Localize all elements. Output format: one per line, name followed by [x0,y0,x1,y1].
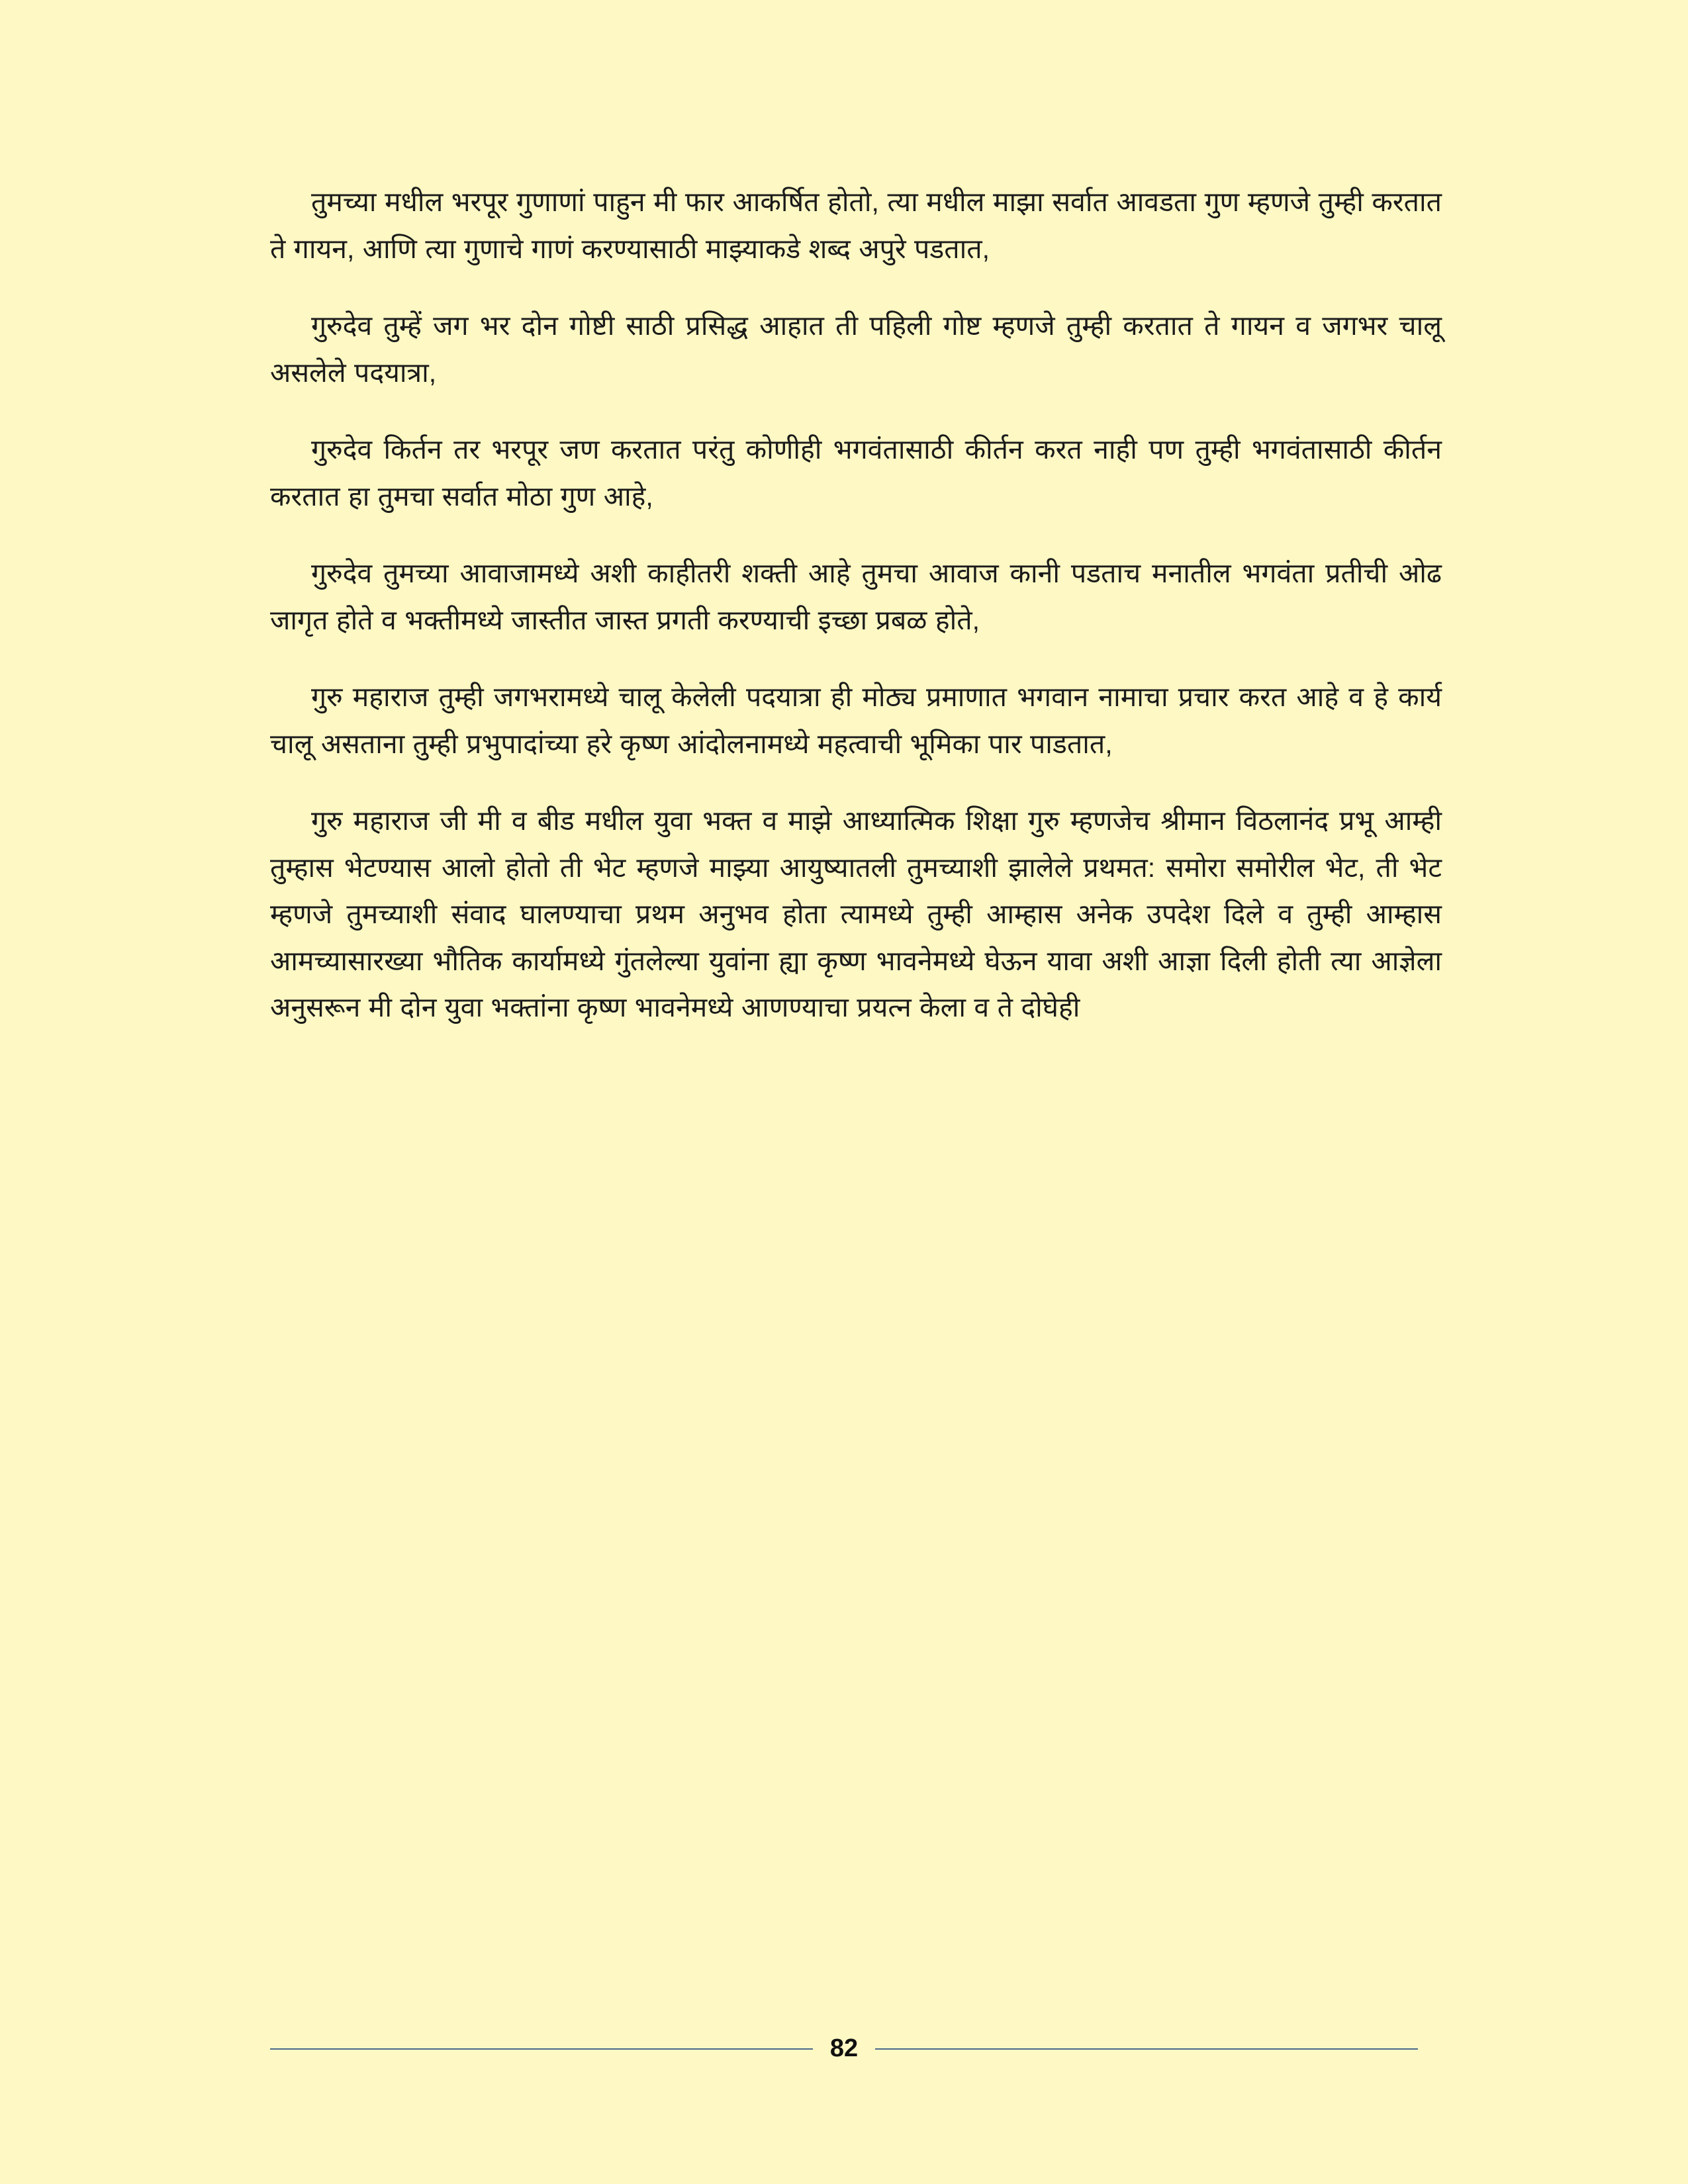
footer-rule-right [835,2048,1418,2050]
page-body [270,179,1442,1031]
paragraph-3: गुरुदेव किर्तन तर भरपूर जण करतात परंतु कोणीही भगवंतासाठी कीर्तन करत नाही पण तुम्ही भगवंतासाठी कीर्तन करतात हा तुमचा सर्वात मोठा गुण आहे, [270,434,1442,512]
page-number: 82 [813,2034,875,2063]
paragraph-6: गुरु महाराज जी मी व बीड मधील युवा भक्त व माझे आध्यात्मिक शिक्षा गुरु म्हणजेच श्रीमान विठलानंद प्रभू आम्ही तुम्हास भेटण्यास आलो होतो ती भेट म्हणजे माझ्या आयुष्यातली तुमच्याशी झालेले प्रथमत: समोरा समोरील भेट, ती भेट म्हणजे तुमच्याशी संवाद घालण्याचा प्रथम अनुभव होता त्यामध्ये तुम्ही आम्हास अनेक उपदेश दिले व तुम्ही आम्हास आमच्यासारख्या भौतिक कार्यामध्ये गुंतलेल्या युवांना ह्या कृष्ण भावनेमध्ये घेऊन यावा अशी आज्ञा दिली होती त्या आज्ञेला अनुसरून मी दोन युवा भक्तांना कृष्ण भावनेमध्ये आणण्याचा प्रयत्न केला व ते दोघेही [270,805,1442,1023]
paragraph-1: तुमच्या मधील भरपूर गुणाणां पाहुन मी फार आकर्षित होतो, त्या मधील माझा सर्वात आवडता गुण म्हणजे तुम्ही करतात ते गायन, आणि त्या गुणाचे गाणं करण्यासाठी माझ्याकडे शब्द अपुरे पडतात, [270,187,1442,264]
paragraph-5: गुरु महाराज तुम्ही जगभरामध्ये चालू केलेली पदयात्रा ही मोठ्य प्रमाणात भगवान नामाचा प्रचार करत आहे व हे कार्य चालू असताना तुम्ही प्रभुपादांच्या हरे कृष्ण आंदोलनामध्ये महत्वाची भूमिका पार पाडतात, [270,682,1442,759]
page-footer [0,2028,1688,2068]
paragraph-2: गुरुदेव तुम्हें जग भर दोन गोष्टी साठी प्रसिद्ध आहात ती पहिली गोष्ट म्हणजे तुम्ही करतात ते गायन व जगभर चालू असलेले पदयात्रा, [270,310,1442,388]
footer-rule-left [270,2048,853,2050]
paragraph-4: गुरुदेव तुमच्या आवाजामध्ये अशी काहीतरी शक्ती आहे तुमचा आवाज कानी पडताच मनातील भगवंता प्रतीची ओढ जागृत होते व भक्तीमध्ये जास्तीत जास्त प्रगती करण्याची इच्छा प्रबळ होते, [270,558,1442,635]
